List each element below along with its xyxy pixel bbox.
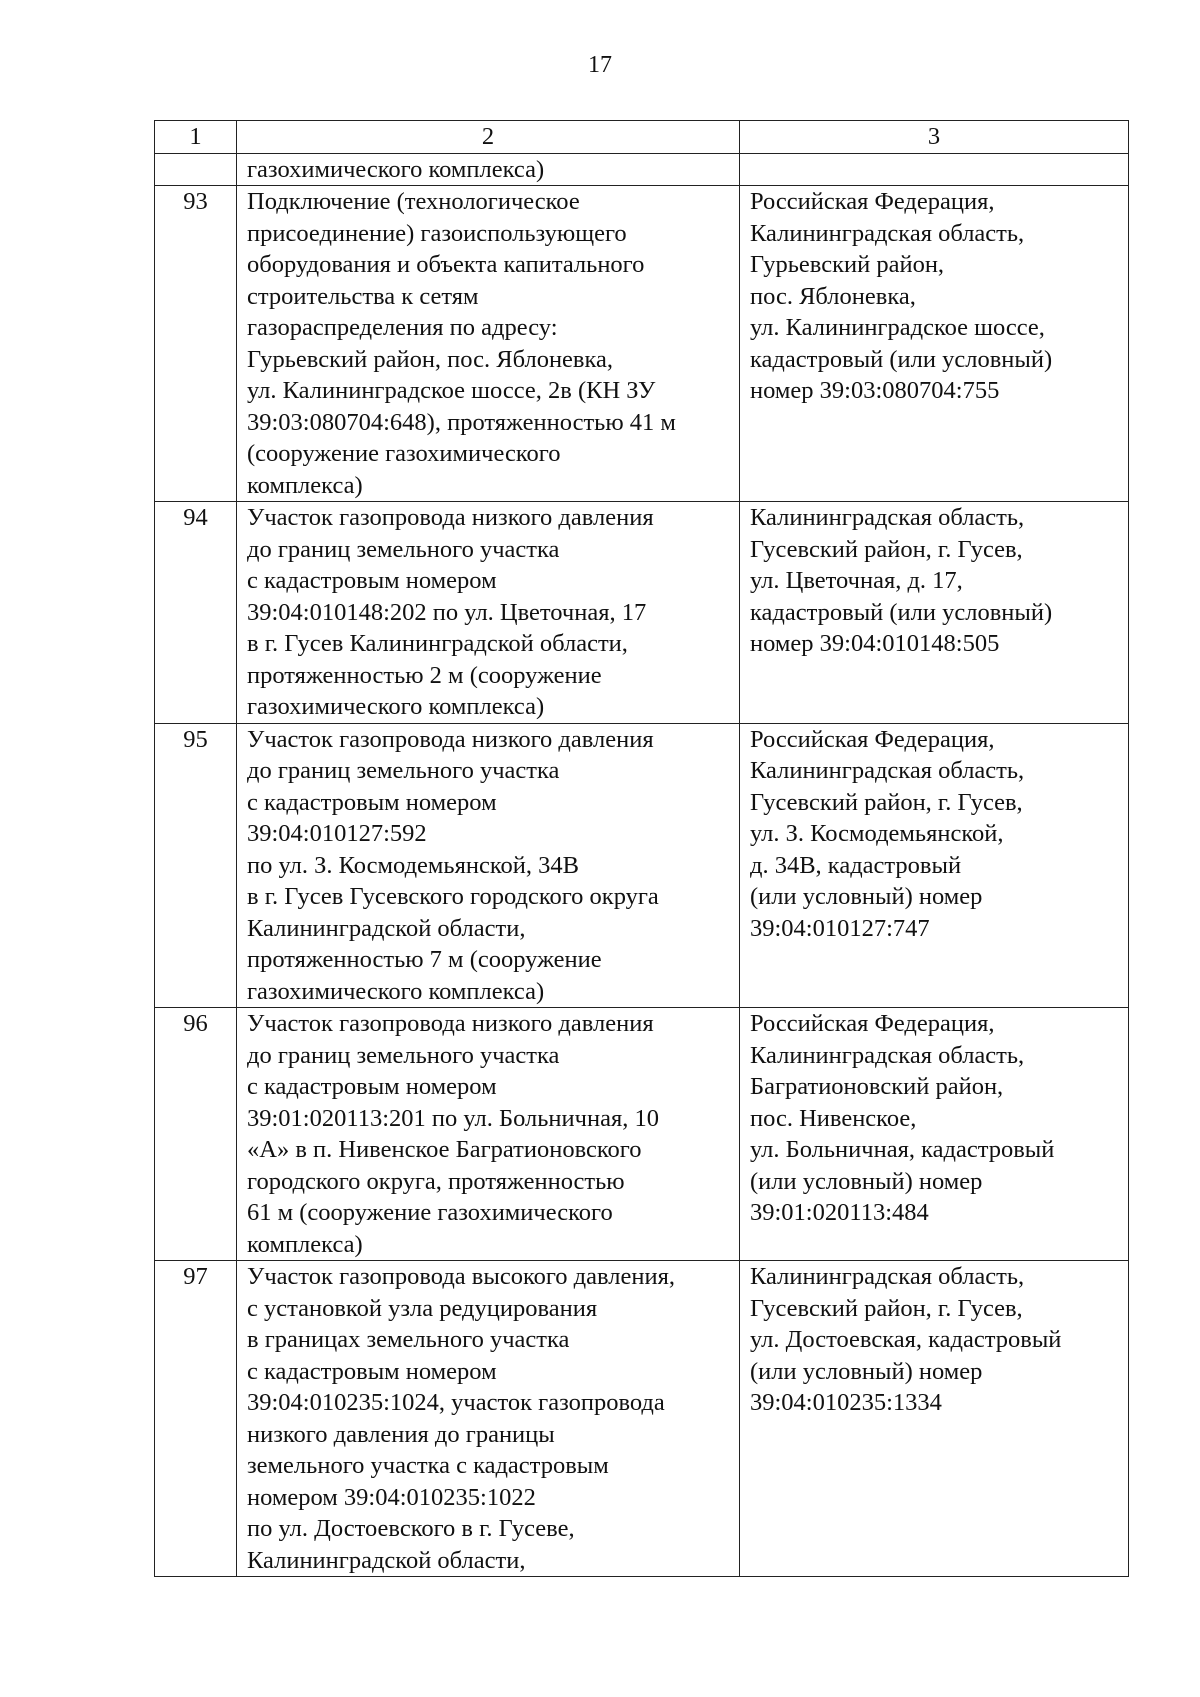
row-number: 95 (155, 723, 237, 1008)
column-header: 1 (155, 121, 237, 154)
table-row (155, 1008, 1129, 1261)
table-row-continuation (155, 153, 1129, 186)
registry-table (154, 120, 1129, 1577)
object-name-cell: Участок газопровода низкого давления до границ земельного участка с кадастровым номером 39:04:010148:202 по ул. Цветочная, 17 в г. Гусев Калининградской области, протяженностью 2 м (сооружение газохимического комплекса) (237, 502, 740, 724)
object-name-cell: Участок газопровода высокого давления, с установкой узла редуцирования в границах земельного участка с кадастровым номером 39:04:010235:1024, участок газопровода низкого давления до границы земельного участка с кадастровым номером 39:04:010235:1022 по ул. Достоевского в г. Гусеве, Калининградской области, (237, 1261, 740, 1577)
address-cell: Калининградская область, Гусевский район, г. Гусев, ул. Достоевская, кадастровый (или условный) номер 39:04:010235:1334 (740, 1261, 1129, 1577)
row-number: 93 (155, 186, 237, 502)
column-header: 2 (237, 121, 740, 154)
table-header-row (155, 121, 1129, 154)
object-name-cell: газохимического комплекса) (237, 153, 740, 186)
address-cell: Российская Федерация, Калининградская область, Гурьевский район, пос. Яблоневка, ул. Калининградское шоссе, кадастровый (или условный) номер 39:03:080704:755 (740, 186, 1129, 502)
table-row (155, 186, 1129, 502)
object-name-cell: Участок газопровода низкого давления до границ земельного участка с кадастровым номером 39:01:020113:201 по ул. Больничная, 10 «А» в п. Нивенское Багратионовского городского округа, протяженностью 61 м (сооружение газохимического комплекса) (237, 1008, 740, 1261)
table-row (155, 723, 1129, 1008)
table-row (155, 502, 1129, 724)
row-number: 96 (155, 1008, 237, 1261)
row-number (155, 153, 237, 186)
table-row (155, 1261, 1129, 1577)
address-cell: Калининградская область, Гусевский район, г. Гусев, ул. Цветочная, д. 17, кадастровый (или условный) номер 39:04:010148:505 (740, 502, 1129, 724)
object-name-cell: Участок газопровода низкого давления до границ земельного участка с кадастровым номером 39:04:010127:592 по ул. З. Космодемьянской, 34В в г. Гусев Гусевского городского округа Калининградской области, протяженностью 7 м (сооружение газохимического комплекса) (237, 723, 740, 1008)
column-header: 3 (740, 121, 1129, 154)
object-name-cell: Подключение (технологическое присоединение) газоиспользующего оборудования и объекта капитального строительства к сетям газораспределения по адресу: Гурьевский район, пос. Яблоневка, ул. Калининградское шоссе, 2в (КН ЗУ 39:03:080704:648), протяженностью 41 м (сооружение газохимического комплекса) (237, 186, 740, 502)
address-cell (740, 153, 1129, 186)
address-cell: Российская Федерация, Калининградская область, Гусевский район, г. Гусев, ул. З. Космодемьянской, д. 34В, кадастровый (или условный) номер 39:04:010127:747 (740, 723, 1129, 1008)
page-number: 17 (588, 52, 612, 78)
row-number: 97 (155, 1261, 237, 1577)
row-number: 94 (155, 502, 237, 724)
address-cell: Российская Федерация, Калининградская область, Багратионовский район, пос. Нивенское, ул. Больничная, кадастровый (или условный) номер 39:01:020113:484 (740, 1008, 1129, 1261)
